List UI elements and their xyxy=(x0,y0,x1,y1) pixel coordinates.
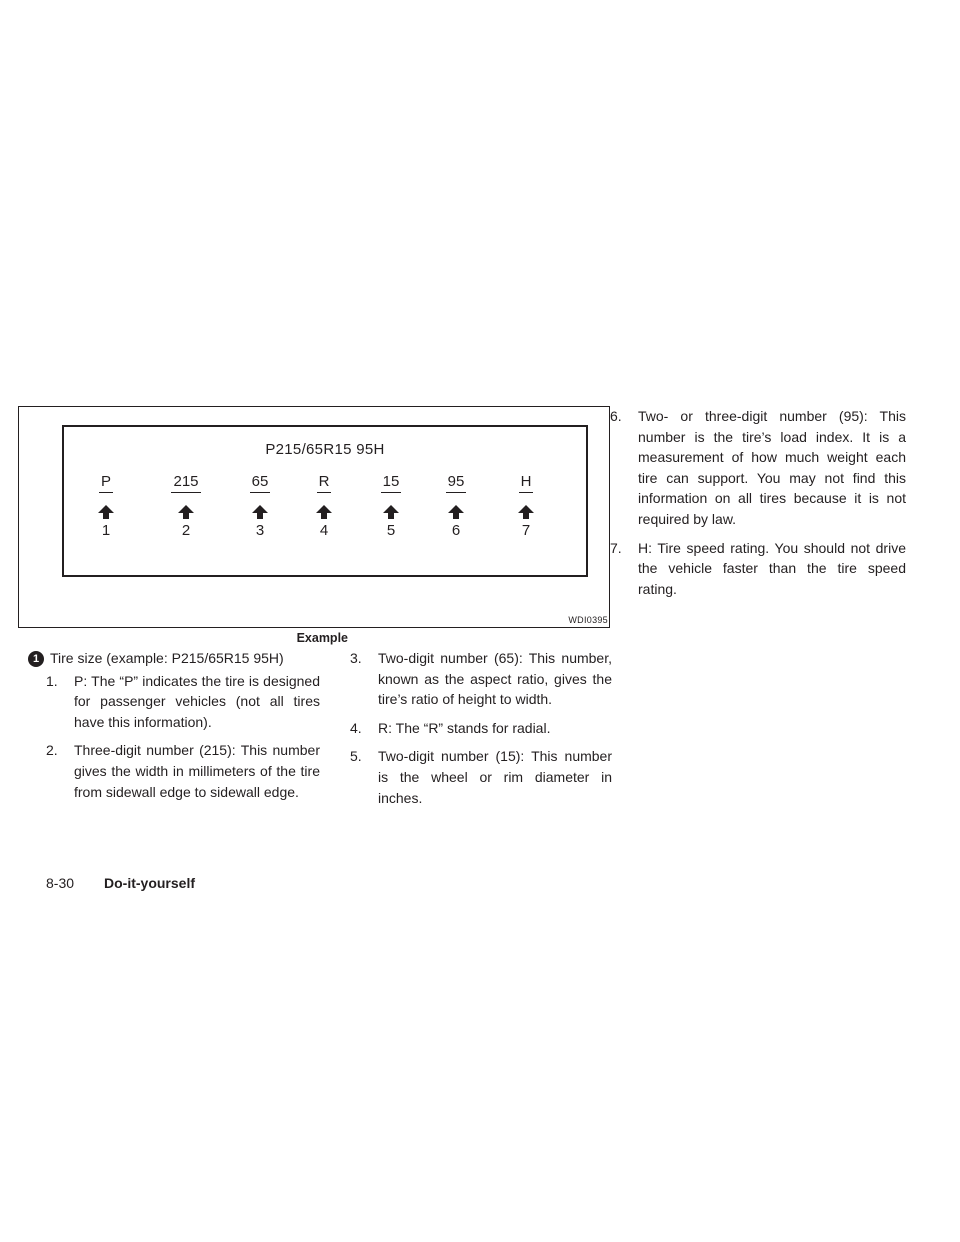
tire-part-7 xyxy=(501,473,551,539)
tire-part-1 xyxy=(81,473,131,539)
tire-part-number: 4 xyxy=(319,522,329,539)
list-item-number: 5. xyxy=(350,748,362,765)
tire-part-number: 7 xyxy=(521,522,531,539)
list-item-text: R: The “R” stands for radial. xyxy=(378,719,551,736)
callout-text: Tire size (example: P215/65R15 95H) xyxy=(50,650,284,666)
up-arrow-icon xyxy=(448,505,464,519)
list-item-number: 2. xyxy=(46,742,58,759)
tire-part-4 xyxy=(299,473,349,539)
figure-id: WDI0395 xyxy=(568,615,608,625)
text-column-1 xyxy=(32,648,320,810)
list-item-number: 7. xyxy=(610,539,622,556)
callout-number-icon: 1 xyxy=(28,651,44,667)
tire-part-code: H xyxy=(519,474,534,493)
up-arrow-icon xyxy=(98,505,114,519)
figure-caption: Example xyxy=(296,631,348,645)
list-item xyxy=(610,538,906,600)
tire-part-number: 3 xyxy=(255,522,265,539)
text-column-2 xyxy=(350,648,612,816)
tire-part-number: 5 xyxy=(386,522,396,539)
section-title: Do-it-yourself xyxy=(104,875,195,891)
tire-part-code: P xyxy=(99,474,113,493)
list-item-number: 4. xyxy=(350,719,362,736)
up-arrow-icon xyxy=(178,505,194,519)
tire-part-code: 215 xyxy=(171,474,200,493)
list-item xyxy=(350,746,612,808)
tire-code-label: P215/65R15 95H xyxy=(265,441,385,458)
tire-part-2 xyxy=(161,473,211,539)
tire-part-3 xyxy=(235,473,285,539)
tire-part-number: 6 xyxy=(451,522,461,539)
page-number: 8-30 xyxy=(46,875,75,891)
tire-part-number: 1 xyxy=(101,522,111,539)
list-item-text: H: Tire speed rating. You should not drive the vehicle faster than the tire speed rating. xyxy=(638,539,906,597)
list-item-text: P: The “P” indicates the tire is designed for passenger vehicles (not all tires have this information). xyxy=(74,672,320,730)
list-item-text: Two-digit number (65): This number, known as the aspect ratio, gives the tire’s ratio of height to width. xyxy=(378,650,612,708)
list-item xyxy=(350,718,612,739)
tire-part-code: R xyxy=(317,474,332,493)
list-item-text: Two- or three-digit number (95): This number is the tire’s load index. It is a measurement of how much weight each tire can support. You may not find this information on all tires because it is not required by law. xyxy=(638,408,906,527)
up-arrow-icon xyxy=(383,505,399,519)
list-item-text: Three-digit number (215): This number gives the width in millimeters of the tire from sidewall edge to sidewall edge. xyxy=(74,742,320,800)
tire-part-6 xyxy=(431,473,481,539)
callout-paragraph xyxy=(28,648,320,669)
up-arrow-icon xyxy=(252,505,268,519)
list-item-number: 1. xyxy=(46,672,58,689)
tire-part-code: 15 xyxy=(381,474,402,493)
tire-part-5 xyxy=(366,473,416,539)
up-arrow-icon xyxy=(518,505,534,519)
tire-part-number: 2 xyxy=(181,522,191,539)
list-item-number: 3. xyxy=(350,650,362,666)
list-item xyxy=(610,406,906,530)
tire-size-diagram xyxy=(62,425,588,577)
list-item xyxy=(46,740,320,802)
text-column-3 xyxy=(610,406,906,607)
list-item xyxy=(350,648,612,710)
tire-part-code: 95 xyxy=(446,474,467,493)
tire-part-code: 65 xyxy=(250,474,271,493)
up-arrow-icon xyxy=(316,505,332,519)
list-item-text: Two-digit number (15): This number is the wheel or rim diameter in inches. xyxy=(378,748,612,806)
list-item-number: 6. xyxy=(610,408,622,424)
list-item xyxy=(46,671,320,733)
